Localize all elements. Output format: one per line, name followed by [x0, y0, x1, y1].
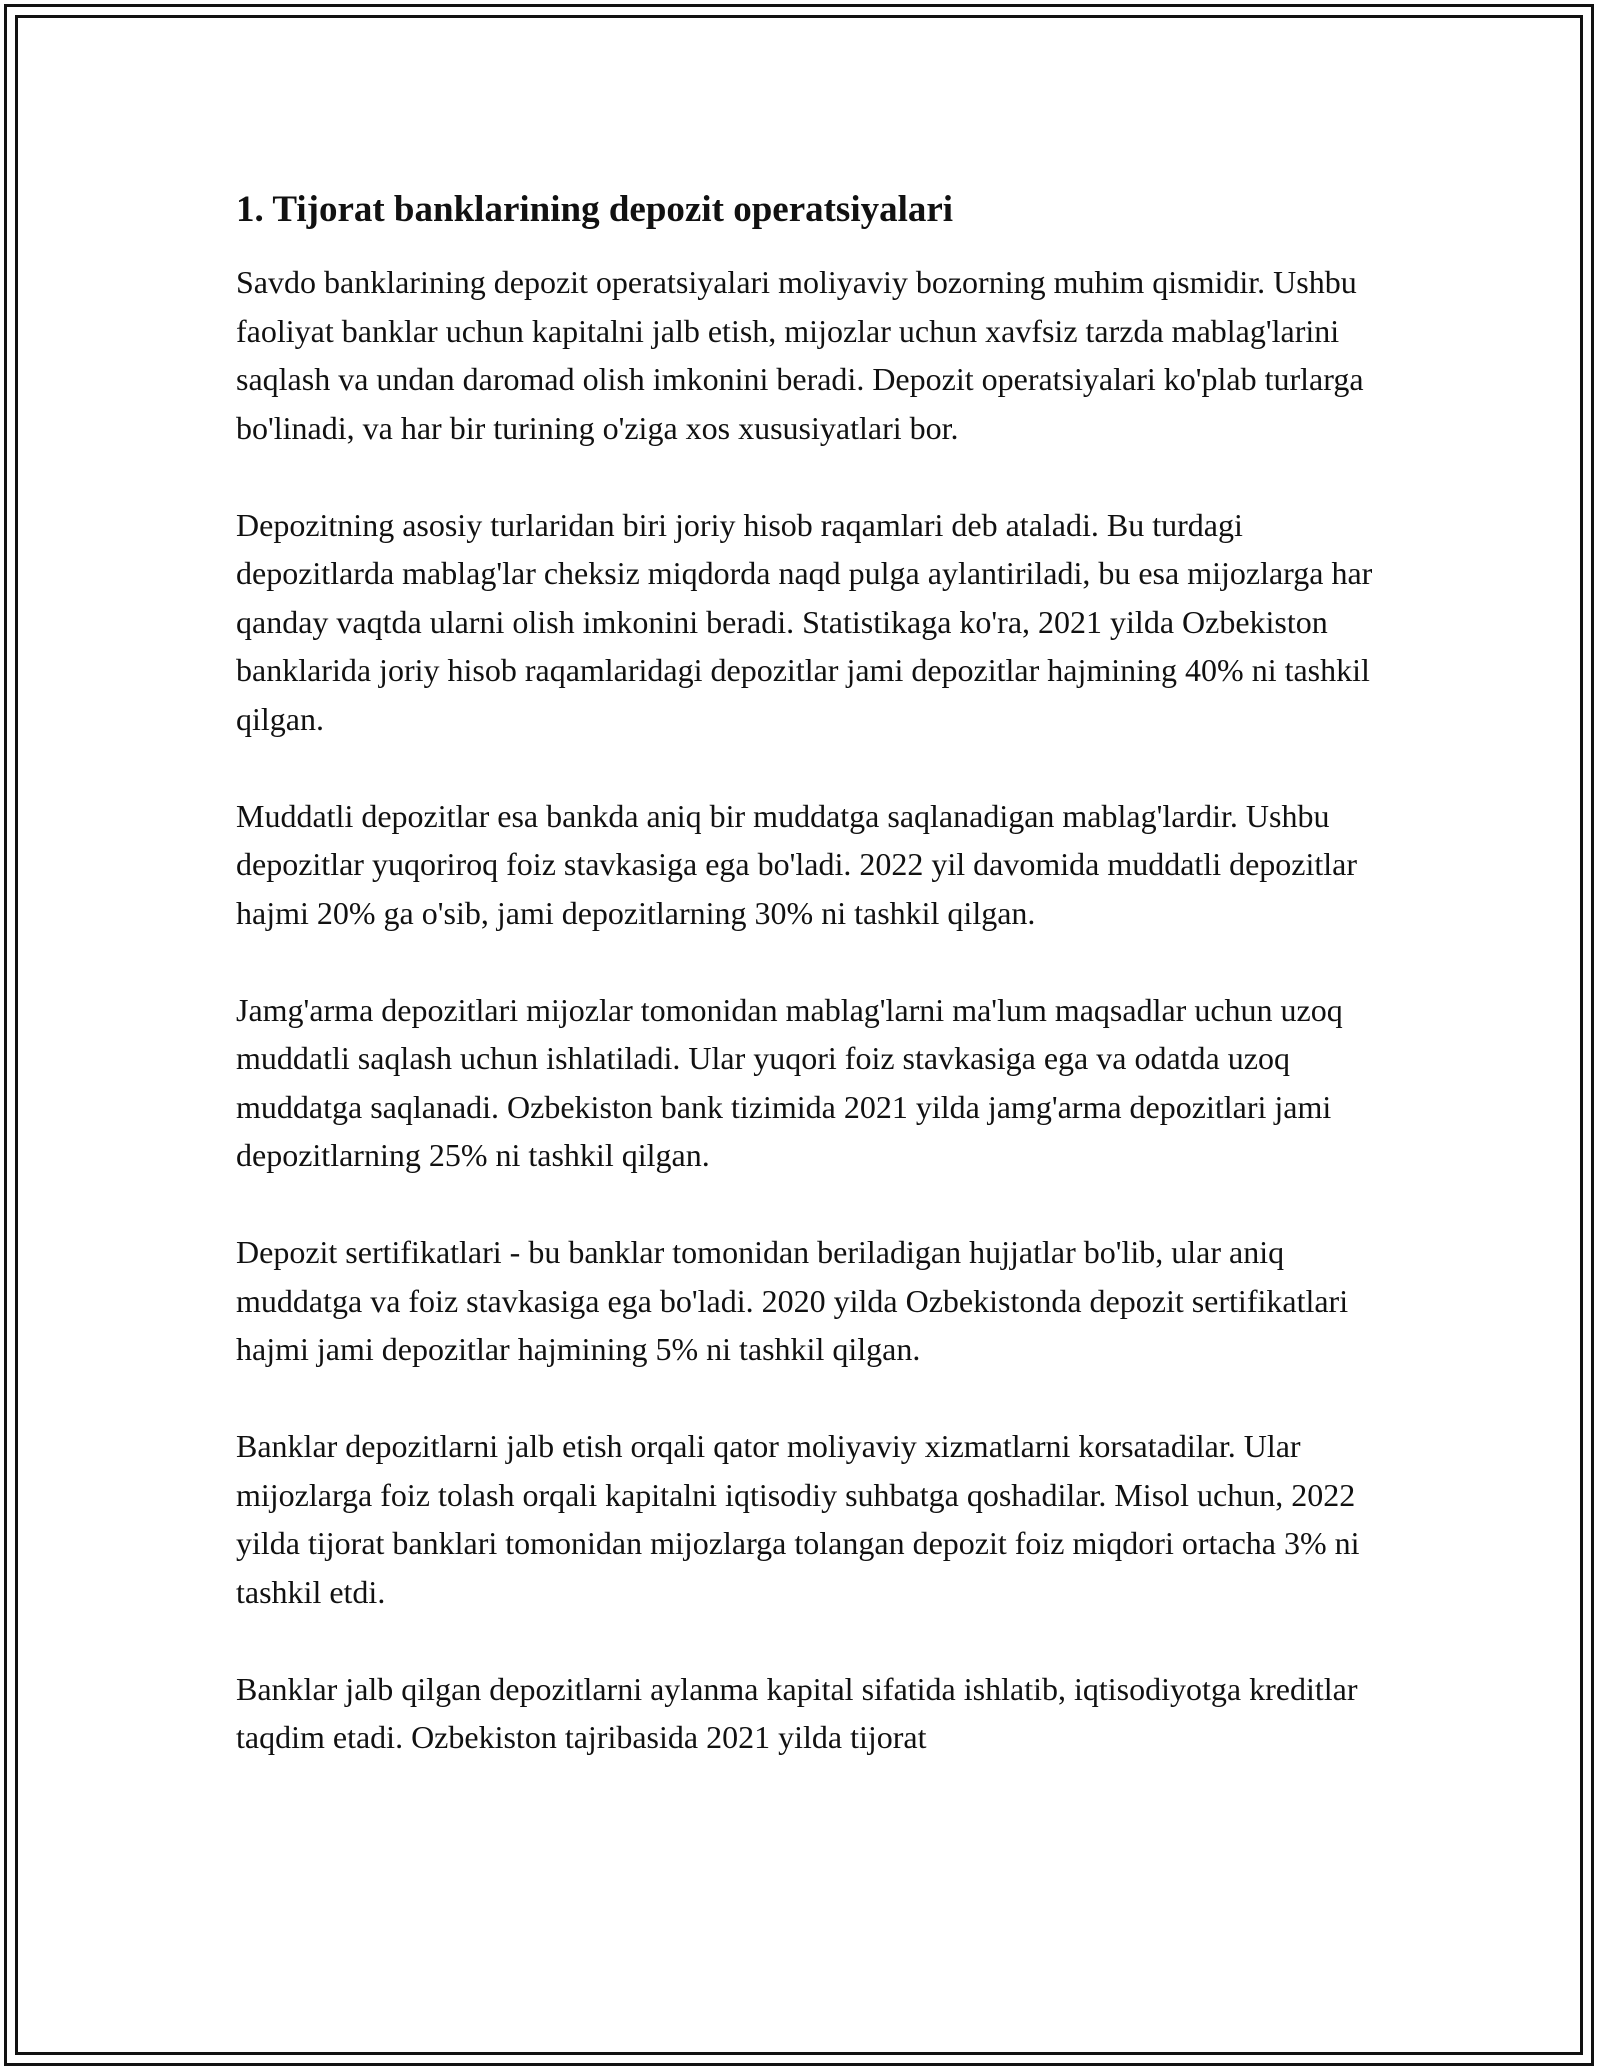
paragraph: Depozitning asosiy turlaridan biri joriy hisob raqamlari deb ataladi. Bu turdagi depozitlarda mablag'lar cheksiz miqdorda naqd pulga aylantiriladi, bu esa mijozlarga har qanday vaqtda ularni olish imkonini beradi. Statistikaga ko'ra, 2021 yilda Ozbekiston banklarida joriy hisob raqamlaridagi depozitlar jami depozitlar hajmining 40% ni tashkil qilgan.	[236, 506, 1373, 737]
paragraph: Muddatli depozitlar esa bankda aniq bir muddatga saqlanadigan mablag'lardir. Ushbu depozitlar yuqoriroq foiz stavkasiga ega bo'ladi. 2022 yil davomida muddatli depozitlar hajmi 20% ga o'sib, jami depozitlarning 30% ni tashkil qilgan.	[236, 797, 1358, 931]
paragraph: Banklar jalb qilgan depozitlarni aylanma kapital sifatida ishlatib, iqtisodiyotga kreditlar taqdim etadi. Ozbekiston tajribasida 2021 yilda tijorat	[236, 1670, 1358, 1755]
paragraph: Depozit sertifikatlari - bu banklar tomonidan beriladigan hujjatlar bo'lib, ular aniq muddatga va foiz stavkasiga ega bo'ladi. 2020 yilda Ozbekistonda depozit sertifikatlari hajmi jami depozitlar hajmining 5% ni tashkil qilgan.	[236, 1234, 1349, 1367]
document-body	[236, 186, 1376, 1762]
paragraph: Banklar depozitlarni jalb etish orqali qator moliyaviy xizmatlarni korsatadilar. Ular mijozlarga foiz tolash orqali kapitalni iqtisodiy suhbatga qoshadilar. Misol uchun, 2022 yilda tijorat banklari tomonidan mijozlarga tolangan depozit foiz miqdori ortacha 3% ni tashkil etdi.	[236, 1428, 1360, 1610]
paragraph: Jamg'arma depozitlari mijozlar tomonidan mablag'larni ma'lum maqsadlar uchun uzoq muddatli saqlash uchun ishlatiladi. Ular yuqori foiz stavkasiga ega va odatda uzoq muddatga saqlanadi. Ozbekiston bank tizimida 2021 yilda jamg'arma depozitlari jami depozitlarning 25% ni tashkil qilgan.	[236, 991, 1343, 1173]
paragraph: Savdo banklarining depozit operatsiyalari moliyaviy bozorning muhim qismidir. Ushbu faoliyat banklar uchun kapitalni jalb etish, mijozlar uchun xavfsiz tarzda mablag'larini saqlash va undan daromad olish imkonini beradi. Depozit operatsiyalari ko'plab turlarga bo'linadi, va har bir turining o'ziga xos xususiyatlari bor.	[236, 264, 1364, 446]
section-heading: 1. Tijorat banklarining depozit operatsiyalari	[236, 189, 954, 230]
